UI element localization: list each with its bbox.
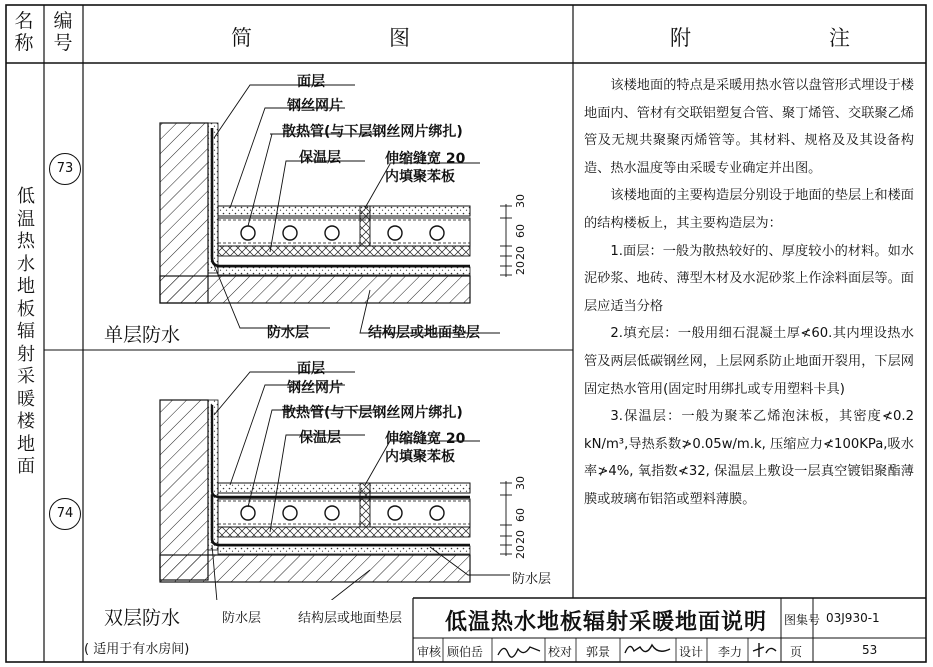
title-block-reviewer: 顾伯岳 xyxy=(447,645,484,659)
sheet-name: 低温热水地板辐射采暖楼地面 xyxy=(17,186,35,477)
d74-dim-60: 60 xyxy=(514,508,527,522)
d74-caption: 双层防水 xyxy=(104,607,181,629)
title-block-title: 低温热水地板辐射采暖地面说明 xyxy=(445,610,768,635)
title-block-page-label: 页 xyxy=(790,645,803,659)
note-paragraph: 该楼地面的特点是采暖用热水管以盘管形式埋设于楼地面内、管材有交联铝塑复合管、聚丁烯管、交联聚乙烯管及无规共聚聚丙烯管等。其材料、规格及及其设备构造、热水温度等由采暖专业确定并出图。 xyxy=(584,78,914,176)
d73-label-wire-mesh: 钢丝网片 xyxy=(287,98,343,114)
d73-label-waterproof: 防水层 xyxy=(267,325,309,341)
d73-label-joint-2: 内填聚苯板 xyxy=(385,169,455,185)
d73-label-joint-1: 伸缩缝宽 20 xyxy=(385,151,466,167)
d73-label-structure: 结构层或地面垫层 xyxy=(368,325,480,341)
title-block-designer: 李力 xyxy=(718,645,743,659)
notes-text xyxy=(584,72,914,514)
detail-number-73: 73 xyxy=(49,153,81,185)
signature-checker xyxy=(622,639,674,661)
d74-label-surface: 面层 xyxy=(297,361,325,377)
note-paragraph: 1.面层：一般为散热较好的、厚度较小的材料。如水泥砂浆、地砖、薄型木材及水泥砂浆上作涂料面层等。面层应适当分格 xyxy=(584,243,914,314)
header-notes-1: 附 xyxy=(670,26,693,50)
d74-label-joint-1: 伸缩缝宽 20 xyxy=(385,431,466,447)
d74-label-wire-mesh: 钢丝网片 xyxy=(287,380,343,396)
d74-label-structure: 结构层或地面垫层 xyxy=(298,611,403,626)
note-paragraph: 2.填充层：一般用细石混凝土厚≮60.其内埋设热水管及两层低碳钢丝网，上层网系防止地面开裂用，下层网固定热水管用(固定时用绑扎或专用塑料卡具) xyxy=(584,326,914,397)
d73-dim-20a: 20 xyxy=(514,246,527,260)
header-sketch-2: 图 xyxy=(389,26,412,50)
d74-label-waterproof-right: 防水层 xyxy=(512,572,552,587)
header-notes-2: 注 xyxy=(829,26,852,50)
header-sketch-1: 简 xyxy=(231,26,254,50)
note-paragraph: 该楼地面的主要构造层分别设于地面的垫层上和楼面的结构楼板上，其主要构造层为： xyxy=(584,188,914,231)
d74-label-waterproof: 防水层 xyxy=(222,611,262,626)
d74-label-insulation: 保温层 xyxy=(299,430,341,446)
d74-subcaption: ( 适用于有水房间) xyxy=(84,642,190,657)
title-block-checker: 郭景 xyxy=(586,645,611,659)
d74-dim-20a: 20 xyxy=(514,530,527,544)
d73-dim-60: 60 xyxy=(514,224,527,238)
title-block-page-no: 53 xyxy=(862,643,878,657)
d74-label-heat-pipe: 散热管(与下层钢丝网片绑扎) xyxy=(282,405,463,421)
title-block-check-label: 校对 xyxy=(548,645,573,659)
d73-dim-30: 30 xyxy=(514,194,527,208)
d73-caption: 单层防水 xyxy=(104,324,181,346)
header-number: 编号 xyxy=(53,10,75,54)
d73-label-surface: 面层 xyxy=(297,74,325,90)
title-block-atlas-label: 图集号 xyxy=(784,613,821,627)
title-block-design-label: 设计 xyxy=(679,645,704,659)
detail-number-74: 74 xyxy=(49,498,81,530)
d74-label-joint-2: 内填聚苯板 xyxy=(385,449,455,465)
header-name: 名称 xyxy=(14,10,36,54)
d73-label-insulation: 保温层 xyxy=(299,150,341,166)
d74-dim-20b: 20 xyxy=(514,545,527,559)
signature-reviewer xyxy=(494,639,544,661)
note-paragraph: 3.保温层：一般为聚苯乙烯泡沫板，其密度≮0.2 kN/m³,导热系数≯0.05w/m.k, 压缩应力≮100KPa,吸水率≯4%, 氧指数≮32, 保温层上敷设一层真空镀铝聚酯薄膜或玻璃布铝箔或塑料薄膜。 xyxy=(584,409,914,507)
d74-dim-30: 30 xyxy=(514,476,527,490)
signature-designer xyxy=(750,639,780,661)
title-block-atlas-no: 03J930-1 xyxy=(826,611,880,625)
title-block-review-label: 审核 xyxy=(417,645,442,659)
d73-dim-20b: 20 xyxy=(514,261,527,275)
d73-label-heat-pipe: 散热管(与下层钢丝网片绑扎) xyxy=(282,124,463,140)
